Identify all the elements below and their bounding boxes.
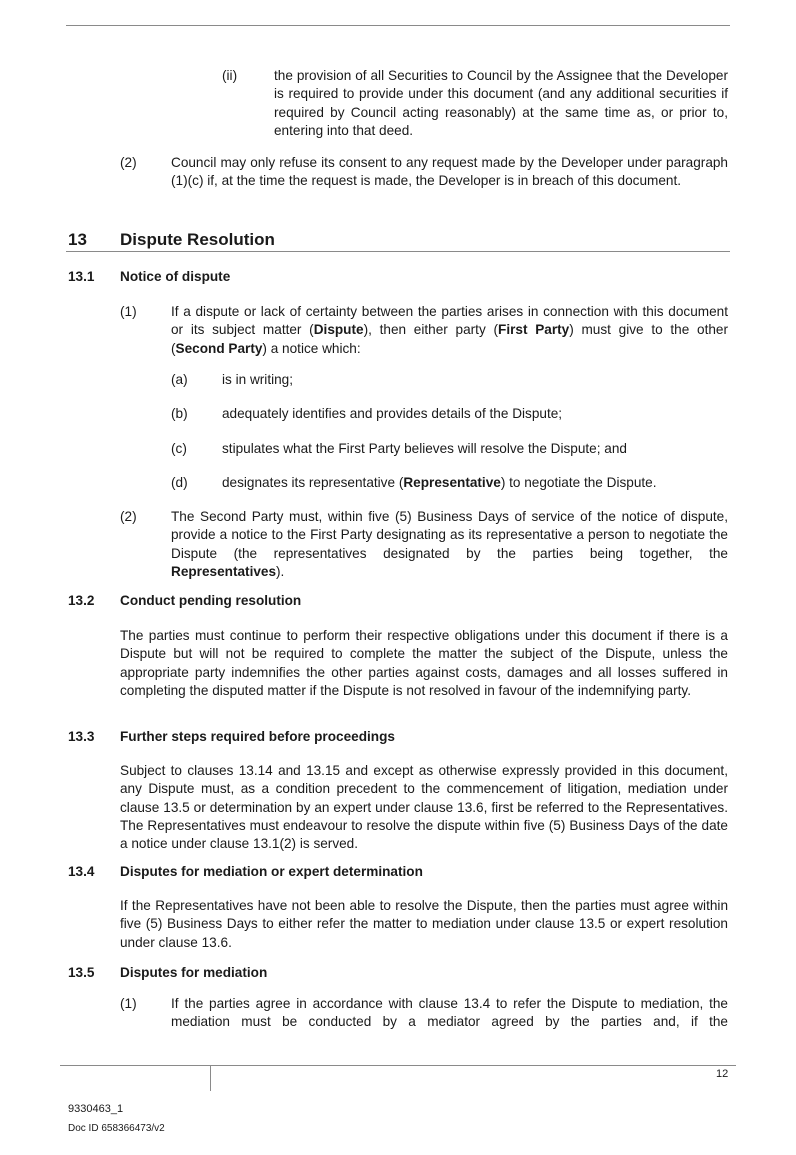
clause-13-4-text: If the Representatives have not been able to resolve the Dispute, then the parties must agree within five (5) Business Days to either refer the matter to mediation under clause 13.5 or expert resolution under clause 13.6.: [120, 898, 728, 950]
header-rule: [66, 25, 730, 26]
clause-13-1-p1-number: (1): [120, 304, 137, 319]
clause-13-2-title: Conduct pending resolution: [120, 593, 302, 608]
clause-13-5-p1-text: If the parties agree in accordance with clause 13.4 to refer the Dispute to mediation, the mediation must be conducted by a mediator agreed by the parties and, if the: [171, 996, 728, 1030]
item-ii-number: (ii): [222, 68, 238, 83]
clause-13-1-p1-text: If a dispute or lack of certainty between the parties arises in connection with this document or its subject matter (Dispute), then either party (First Party) must give to the other (Second Party) a notice which:: [171, 304, 728, 356]
clause-13-5-number: 13.5: [68, 965, 95, 980]
clause-13-1-number: 13.1: [68, 269, 95, 284]
item-a-text: is in writing;: [222, 372, 294, 387]
clause-13-1-p2-number: (2): [120, 509, 137, 524]
section-13-title: Dispute Resolution: [120, 230, 275, 249]
item-ii-text: the provision of all Securities to Council by the Assignee that the Developer is required to provide under this document (and any additional securities if required by Council acting reasonably) at the same time as, or prior to, entering into that deed.: [274, 68, 728, 138]
footer-rule: [60, 1065, 736, 1066]
clause-13-2-number: 13.2: [68, 593, 95, 608]
footer-divider: [210, 1065, 211, 1091]
item-c-number: (c): [171, 441, 187, 456]
doc-id: Doc ID 658366473/v2: [68, 1123, 165, 1134]
clause-13-1-title: Notice of dispute: [120, 269, 231, 284]
clause-13-2-text: The parties must continue to perform their respective obligations under this document if there is a Dispute but will not be required to complete the matter the subject of the Dispute, unless the appropriate party indemnifies the other parties against costs, damages and all losses suffered in completing the disputed matter if the Dispute is not resolved in favour of the indemnifying party.: [120, 628, 728, 698]
clause-13-5-p1-number: (1): [120, 996, 137, 1011]
clause-13-3-number: 13.3: [68, 729, 95, 744]
doc-number: 9330463_1: [68, 1103, 124, 1115]
item-d-text: designates its representative (Representative) to negotiate the Dispute.: [222, 475, 657, 490]
item-c-text: stipulates what the First Party believes will resolve the Dispute; and: [222, 441, 627, 456]
item-b-number: (b): [171, 406, 188, 421]
section-13-rule: [66, 251, 730, 252]
para-2-number: (2): [120, 155, 137, 170]
section-13-number: 13: [68, 230, 87, 249]
item-b-text: adequately identifies and provides details of the Dispute;: [222, 406, 563, 421]
clause-13-3-title: Further steps required before proceedings: [120, 729, 395, 744]
clause-13-4-number: 13.4: [68, 864, 95, 879]
clause-13-1-p2-text: The Second Party must, within five (5) Business Days of service of the notice of dispute, provide a notice to the First Party designating as its representative a person to negotiate the Dispute (the representatives designated by the parties being together, the Representatives).: [171, 509, 728, 579]
clause-13-3-text: Subject to clauses 13.14 and 13.15 and except as otherwise expressly provided in this document, any Dispute must, as a condition precedent to the commencement of litigation, mediation under clause 13.5 or determination by an expert under clause 13.6, first be referred to the Representatives. The Representatives must endeavour to resolve the dispute within five (5) Business Days of the date a notice under clause 13.1(2) is served.: [120, 763, 728, 852]
clause-13-5-title: Disputes for mediation: [120, 965, 268, 980]
para-2-text: Council may only refuse its consent to any request made by the Developer under paragraph (1)(c) if, at the time the request is made, the Developer is in breach of this document.: [171, 155, 728, 189]
clause-13-4-title: Disputes for mediation or expert determination: [120, 864, 423, 879]
page-number: 12: [716, 1068, 729, 1080]
item-a-number: (a): [171, 372, 188, 387]
item-d-number: (d): [171, 475, 188, 490]
